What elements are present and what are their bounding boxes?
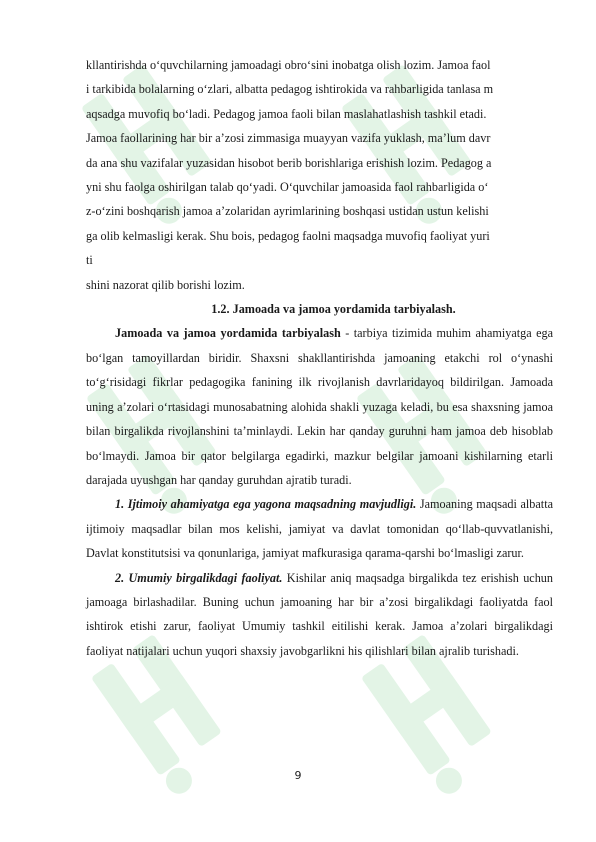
text-line: da ana shu vazifalar yuzasidan hisobot berib borishlariga erishish lozim. Pedagog a xyxy=(86,155,492,170)
text-line: kllantirishda o‘quvchilarning jamoadagi obro‘sini inobatga olish lozim. Jamoa faol xyxy=(86,58,491,72)
section-title: 1.2. Jamoada va jamoa yordamida tarbiyalash. xyxy=(211,302,456,317)
paragraph xyxy=(86,321,553,492)
paragraph-lead: 1. Ijtimoiy ahamiyatga ega yagona maqsadning mavjudligi. xyxy=(115,497,417,512)
paragraph xyxy=(86,492,553,565)
page-number: 9 xyxy=(294,769,302,782)
paragraph xyxy=(86,566,553,664)
text-line: i tarkibida bolalarning o‘zlari, albatta pedagog ishtirokida va rahbarligida tanlasa m xyxy=(86,82,494,97)
text-line: Jamoa faollarining har bir a’zosi zimmasiga muayyan vazifa yuklash, ma’lum davr xyxy=(86,131,491,146)
text-line: aqsadga muvofiq bo‘ladi. Pedagog jamoa faoli bilan maslahatlashish tashkil etadi. xyxy=(86,106,487,121)
paragraph-text: Kishilar aniq maqsadga birgalikda tez erishish uchun jamoaga birlashadilar. Buning uchun jamoaning har bir a’zosi birgalikdagi faoliyatda faol ishtirok etishi zarur, faoliyat Umumiy tashkil eitilishi kerak. Jamoa a’zolari birgalikdagi faoliyat natijalari uchun yuqori shaxsiy javobgarlikni his qilishlari bilan ajralib turishadi. xyxy=(86,570,553,658)
text-line: yni shu faolga oshirilgan talab qo‘yadi. O‘quvchilar jamoasida faol rahbarligida o‘ xyxy=(86,180,489,195)
text-line: ti xyxy=(86,253,93,268)
paragraph-text: Jamoaning maqsadi albatta ijtimoiy maqsadlar bilan mos kelishi, jamiyat va davlat tomonidan qo‘llab-quvvatlanishi, Davlat konstitutsisi va qonunlariga, jamiyat mafkurasiga qarama-qarshi bo‘lmasligi zarur. xyxy=(86,497,553,561)
continued-text-block xyxy=(86,53,553,297)
paragraph-lead: 2. Umumiy birgalikdagi faoliyat. xyxy=(115,570,283,585)
text-line: ga olib kelmasligi kerak. Shu bois, pedagog faolni maqsadga muvofiq faoliyat yuri xyxy=(86,228,490,243)
paragraph-lead: Jamoada va jamoa yordamida tarbiyalash xyxy=(115,326,341,341)
paragraph-text: - tarbiya tizimida muhim ahamiyatga ega bo‘lgan tamoyillardan biridir. Shaxsni shakllantirishda jamoaning etakchi rol o‘ynashi to‘g‘risidagi fikrlar pedagogika fanining ilk rivojlanish davrlaridayoq bildirilgan. Jamoada uning a’zolari o‘rtasidagi munosabatning alohida shakli yuzaga keladi, bu esa shaxsning jamoa bilan birgalikda rivojlanshini ta’minlaydi. Lekin har qanday guruhni ham jamoa deb hisoblab bo‘lmaydi. Jamoa bir qator belgilarga egadirki, mazkur belgilar jamoani kishilarning etarli darajada uyushgan har qanday guruhdan ajratib turadi. xyxy=(86,326,554,487)
page-body xyxy=(86,53,553,663)
text-line: z-o‘zini boshqarish jamoa a’zolaridan ayrimlarining boshqasi ustidan ustun kelishi xyxy=(86,204,489,219)
text-line: shini nazorat qilib borishi lozim. xyxy=(86,277,245,292)
